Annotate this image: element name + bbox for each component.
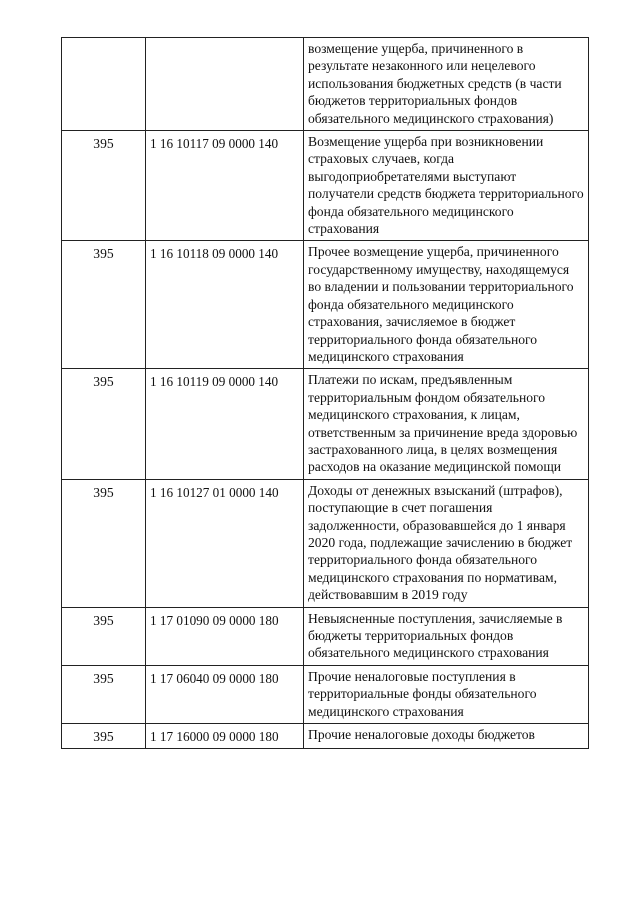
table-row: [62, 479, 589, 607]
income-name-cell: Возмещение ущерба при возникновении страховых случаев, когда выгодоприобретателями выступают получатели средств бюджета территориального фонда обязательного медицинского страхования: [304, 131, 589, 241]
budget-classification-code-cell: 1 16 10127 01 0000 140: [146, 479, 304, 607]
income-name-cell: возмещение ущерба, причиненного в результате незаконного или нецелевого использования бюджетных средств (в части бюджетов территориальных фондов обязательного медицинского страхования): [304, 38, 589, 131]
budget-classification-code-cell: 1 17 06040 09 0000 180: [146, 665, 304, 723]
table-row: [62, 241, 589, 369]
admin-code-cell: 395: [62, 607, 146, 665]
table-row: [62, 131, 589, 241]
admin-code-cell: 395: [62, 724, 146, 749]
budget-classification-code-cell: 1 16 10118 09 0000 140: [146, 241, 304, 369]
table-row: [62, 369, 589, 479]
budget-classification-code-cell: 1 17 01090 09 0000 180: [146, 607, 304, 665]
budget-classification-code-cell: 1 17 16000 09 0000 180: [146, 724, 304, 749]
table-row: [62, 38, 589, 131]
admin-code-cell: 395: [62, 131, 146, 241]
admin-code-cell: 395: [62, 369, 146, 479]
admin-code-cell: 395: [62, 665, 146, 723]
admin-code-cell: [62, 38, 146, 131]
table-body: [62, 38, 589, 749]
income-name-cell: Доходы от денежных взысканий (штрафов), поступающие в счет погашения задолженности, образовавшейся до 1 января 2020 года, подлежащие зачислению в бюджет территориального фонда обязательного медицинского страхования по нормативам, действовавшим в 2019 году: [304, 479, 589, 607]
income-name-cell: Платежи по искам, предъявленным территориальным фондом обязательного медицинского страхования, к лицам, ответственным за причинение вреда здоровью застрахованного лица, в целях возмещения расходов на оказание медицинской помощи: [304, 369, 589, 479]
income-name-cell: Прочие неналоговые доходы бюджетов: [304, 724, 589, 749]
income-name-cell: Прочие неналоговые поступления в территориальные фонды обязательного медицинского страхования: [304, 665, 589, 723]
income-name-cell: Прочее возмещение ущерба, причиненного государственному имуществу, находящемуся во владении и пользовании территориального фонда обязательного медицинского страхования, зачисляемое в бюджет территориального фонда обязательного медицинского страхования: [304, 241, 589, 369]
admin-code-cell: 395: [62, 241, 146, 369]
budget-classification-code-cell: 1 16 10117 09 0000 140: [146, 131, 304, 241]
table-row: [62, 665, 589, 723]
table-row: [62, 724, 589, 749]
budget-classification-code-cell: 1 16 10119 09 0000 140: [146, 369, 304, 479]
income-name-cell: Невыясненные поступления, зачисляемые в бюджеты территориальных фондов обязательного медицинского страхования: [304, 607, 589, 665]
admin-code-cell: 395: [62, 479, 146, 607]
budget-classification-code-cell: [146, 38, 304, 131]
table-row: [62, 607, 589, 665]
budget-income-codes-table: [61, 37, 589, 749]
